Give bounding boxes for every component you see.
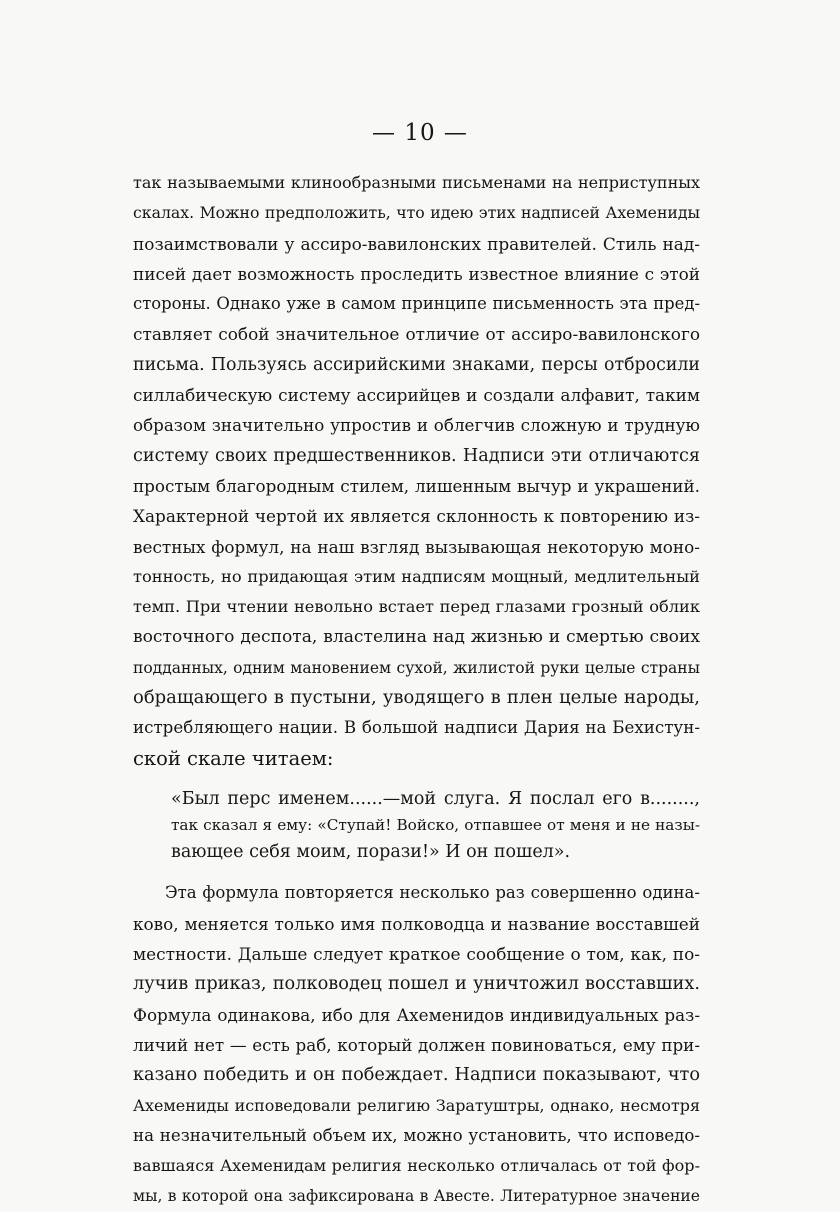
quote-line: «Был перс именем......—мой слуга. Я послал его в........, [171, 788, 700, 809]
text-line: Ахемениды исповедовали религию Заратуштры, однако, несмотря [133, 1095, 700, 1115]
text-line: обращающего в пустыни, уводящего в плен целые народы, [133, 687, 700, 709]
text-line: на незначительный объем их, можно установить, что исповедо- [133, 1125, 700, 1145]
text-line: темп. При чтении невольно встает перед глазами грозный облик [133, 597, 700, 617]
page-number: — 10 — [372, 120, 468, 146]
text-line: ской скале читаем: [133, 746, 334, 770]
text-line: позаимствовали у ассиро-вавилонских правителей. Стиль над- [133, 233, 700, 254]
quote-line: вающее себя моим, порази!» И он пошел». [171, 841, 571, 862]
text-line: так называемыми клинообразными письменами на неприступных [133, 173, 700, 192]
text-line: местности. Дальше следует краткое сообщение о том, как, по- [133, 944, 700, 965]
text-line: личий нет — есть раб, который должен повиноваться, ему при- [133, 1034, 700, 1055]
text-line: силлабическую систему ассирийцев и создали алфавит, таким [133, 385, 700, 406]
text-line: простым благородным стилем, лишенным вычур и украшений. [133, 475, 700, 496]
text-line: вестных формул, на наш взгляд вызывающая некоторую моно- [133, 536, 700, 557]
text-line: писей дает возможность проследить известное влияние с этой [133, 263, 700, 284]
text-line: лучив приказ, полководец пошел и уничтожил восставших. [133, 974, 700, 995]
text-line: казано победить и он побеждает. Надписи показывают, что [133, 1065, 700, 1086]
text-line: истребляющего нации. В большой надписи Дария на Бехистун- [133, 718, 700, 738]
text-line: восточного деспота, властелина над жизнью и смертью своих [133, 627, 700, 648]
text-line: письма. Пользуясь ассирийскими знаками, персы отбросили [133, 354, 700, 375]
text-line: мы, в которой она зафиксирована в Авесте. Литературное значение [133, 1187, 700, 1206]
paragraph-1 [133, 168, 700, 774]
text-line: Эта формула повторяется несколько раз совершенно одина- [165, 883, 700, 903]
text-line: систему своих предшественников. Надписи эти отличаются [133, 445, 700, 466]
text-line: скалах. Можно предположить, что идею этих надписей Ахемениды [133, 203, 700, 223]
text-line: Характерной чертой их является склонность к повторению из- [133, 506, 700, 527]
quotation [171, 786, 700, 866]
text-line: подданных, одним мановением сухой, жилистой руки целые страны [133, 658, 700, 677]
text-line: ставляет собой значительное отличие от ассиро-вавилонского [133, 324, 700, 345]
body-text [133, 168, 700, 1212]
text-line: стороны. Однако уже в самом принципе письменность эта пред- [133, 294, 700, 314]
text-line: тонность, но придающая этим надписям мощный, медлительный [133, 566, 700, 586]
text-line: образом значительно упростив и облегчив сложную и трудную [133, 415, 700, 436]
text-line: Формула одинакова, ибо для Ахеменидов индивидуальных раз- [133, 1004, 700, 1025]
text-line: вавшаяся Ахеменидам религия несколько отличалась от той фор- [133, 1156, 700, 1176]
text-line: ково, меняется только имя полководца и название восставшей [133, 913, 700, 934]
quote-line: так сказал я ему: «Ступай! Войско, отпавшее от меня и не назы- [171, 816, 700, 835]
paragraph-2 [133, 878, 700, 1211]
